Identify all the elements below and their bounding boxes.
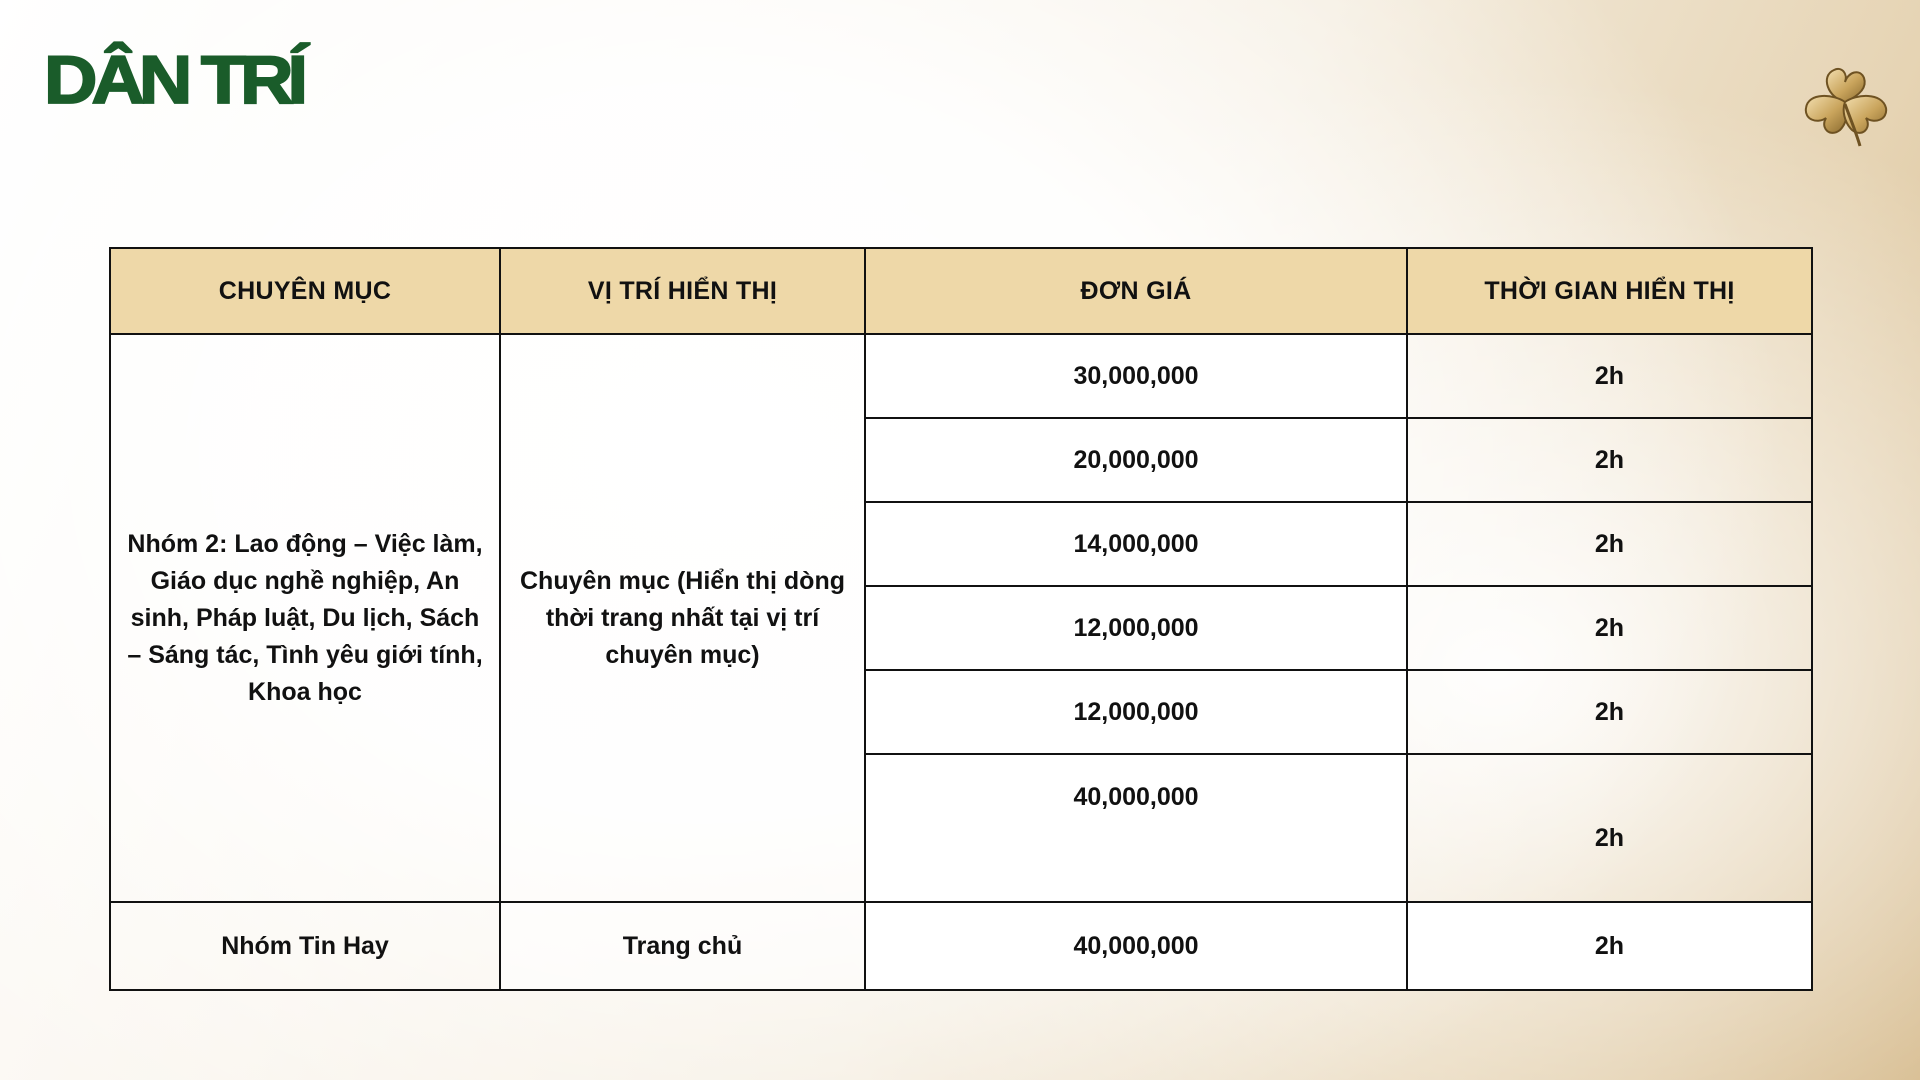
price-cell: 20,000,000: [865, 418, 1407, 502]
footer-category-cell: Nhóm Tin Hay: [110, 902, 500, 990]
duration-cell: 2h: [1407, 418, 1812, 502]
table-row-tin-hay: [110, 902, 1812, 990]
clover-icon: [1798, 62, 1892, 148]
column-header-price: ĐƠN GIÁ: [865, 248, 1407, 334]
duration-cell: 2h: [1407, 754, 1812, 902]
duration-cell: 2h: [1407, 502, 1812, 586]
price-cell: 12,000,000: [865, 670, 1407, 754]
table-row: [110, 334, 1812, 418]
duration-cell: 2h: [1407, 670, 1812, 754]
price-cell: 12,000,000: [865, 586, 1407, 670]
price-cell: 40,000,000: [865, 754, 1407, 902]
column-header-duration: THỜI GIAN HIỂN THỊ: [1407, 248, 1812, 334]
pricing-table: [109, 247, 1813, 991]
duration-cell: 2h: [1407, 334, 1812, 418]
group-position-cell: Chuyên mục (Hiển thị dòng thời trang nhất tại vị trí chuyên mục): [500, 334, 865, 902]
footer-position-cell: Trang chủ: [500, 902, 865, 990]
price-cell: 30,000,000: [865, 334, 1407, 418]
footer-duration-cell: 2h: [1407, 902, 1812, 990]
table-header-row: [110, 248, 1812, 334]
column-header-position: VỊ TRÍ HIỂN THỊ: [500, 248, 865, 334]
group-category-cell: Nhóm 2: Lao động – Việc làm, Giáo dục nghề nghiệp, An sinh, Pháp luật, Du lịch, Sách – Sáng tác, Tình yêu giới tính, Khoa học: [110, 334, 500, 902]
duration-cell: 2h: [1407, 586, 1812, 670]
price-cell: 14,000,000: [865, 502, 1407, 586]
dan-tri-logo: DÂN TRÍ: [44, 41, 303, 118]
footer-price-cell: 40,000,000: [865, 902, 1407, 990]
column-header-category: CHUYÊN MỤC: [110, 248, 500, 334]
